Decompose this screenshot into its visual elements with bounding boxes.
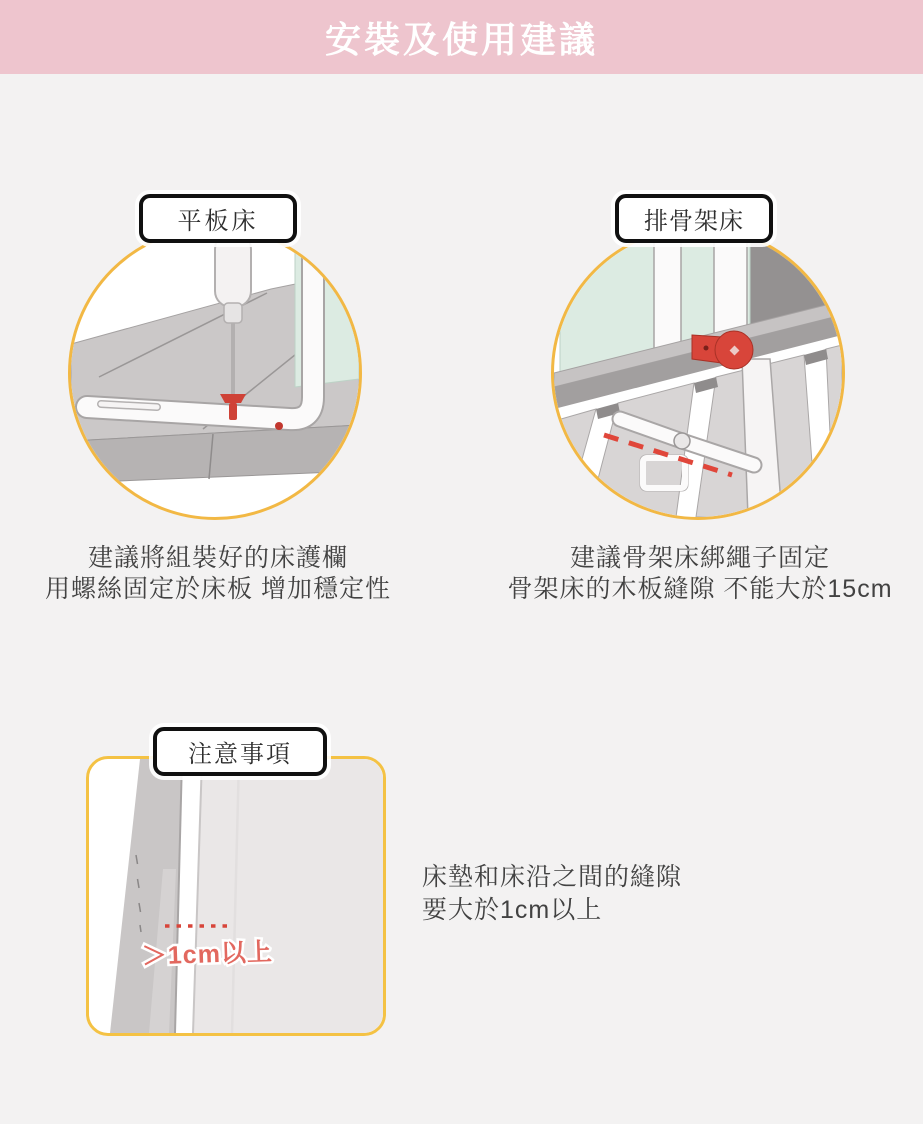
slat-bed-drawing [554, 229, 842, 517]
slat-bed-caption-line2: 骨架床的木板縫隙 不能大於15cm [507, 575, 893, 603]
notice-label: 注意事項 [188, 741, 292, 768]
flat-bed-caption-line1: 建議將組裝好的床護欄 [87, 544, 348, 572]
notice-label-pill [153, 727, 327, 776]
notice-caption-line2: 要大於1cm以上 [422, 896, 603, 924]
notice-caption-line1: 床墊和床沿之間的縫隙 [422, 863, 683, 891]
header-banner [0, 0, 923, 74]
flat-bed-caption-line2: 用螺絲固定於床板 增加穩定性 [45, 575, 391, 603]
flat-bed-caption [0, 543, 448, 605]
mattress-gap-drawing [89, 759, 383, 1033]
rope-buckle [674, 433, 690, 449]
flat-bed-label: 平板床 [177, 208, 259, 235]
flat-bed-drawing [71, 229, 359, 517]
slat-bed-caption [470, 543, 923, 605]
flat-bed-label-pill [139, 194, 297, 243]
flat-bed-illustration [68, 226, 362, 520]
screw-hole-dot [275, 422, 283, 430]
page-title: 安裝及使用建議 [324, 18, 598, 60]
mount-slot [101, 404, 157, 407]
slat-bed-illustration [551, 226, 845, 520]
slat-bed-caption-line1: 建議骨架床綁繩子固定 [569, 544, 830, 572]
mattress [193, 759, 383, 1033]
notice-illustration [86, 756, 386, 1036]
gap-size-label: ＞1cm以上 [141, 938, 274, 971]
slat-bed-label-pill [615, 194, 773, 243]
notice-caption [422, 861, 682, 927]
slat-bed-label: 排骨架床 [644, 208, 744, 235]
